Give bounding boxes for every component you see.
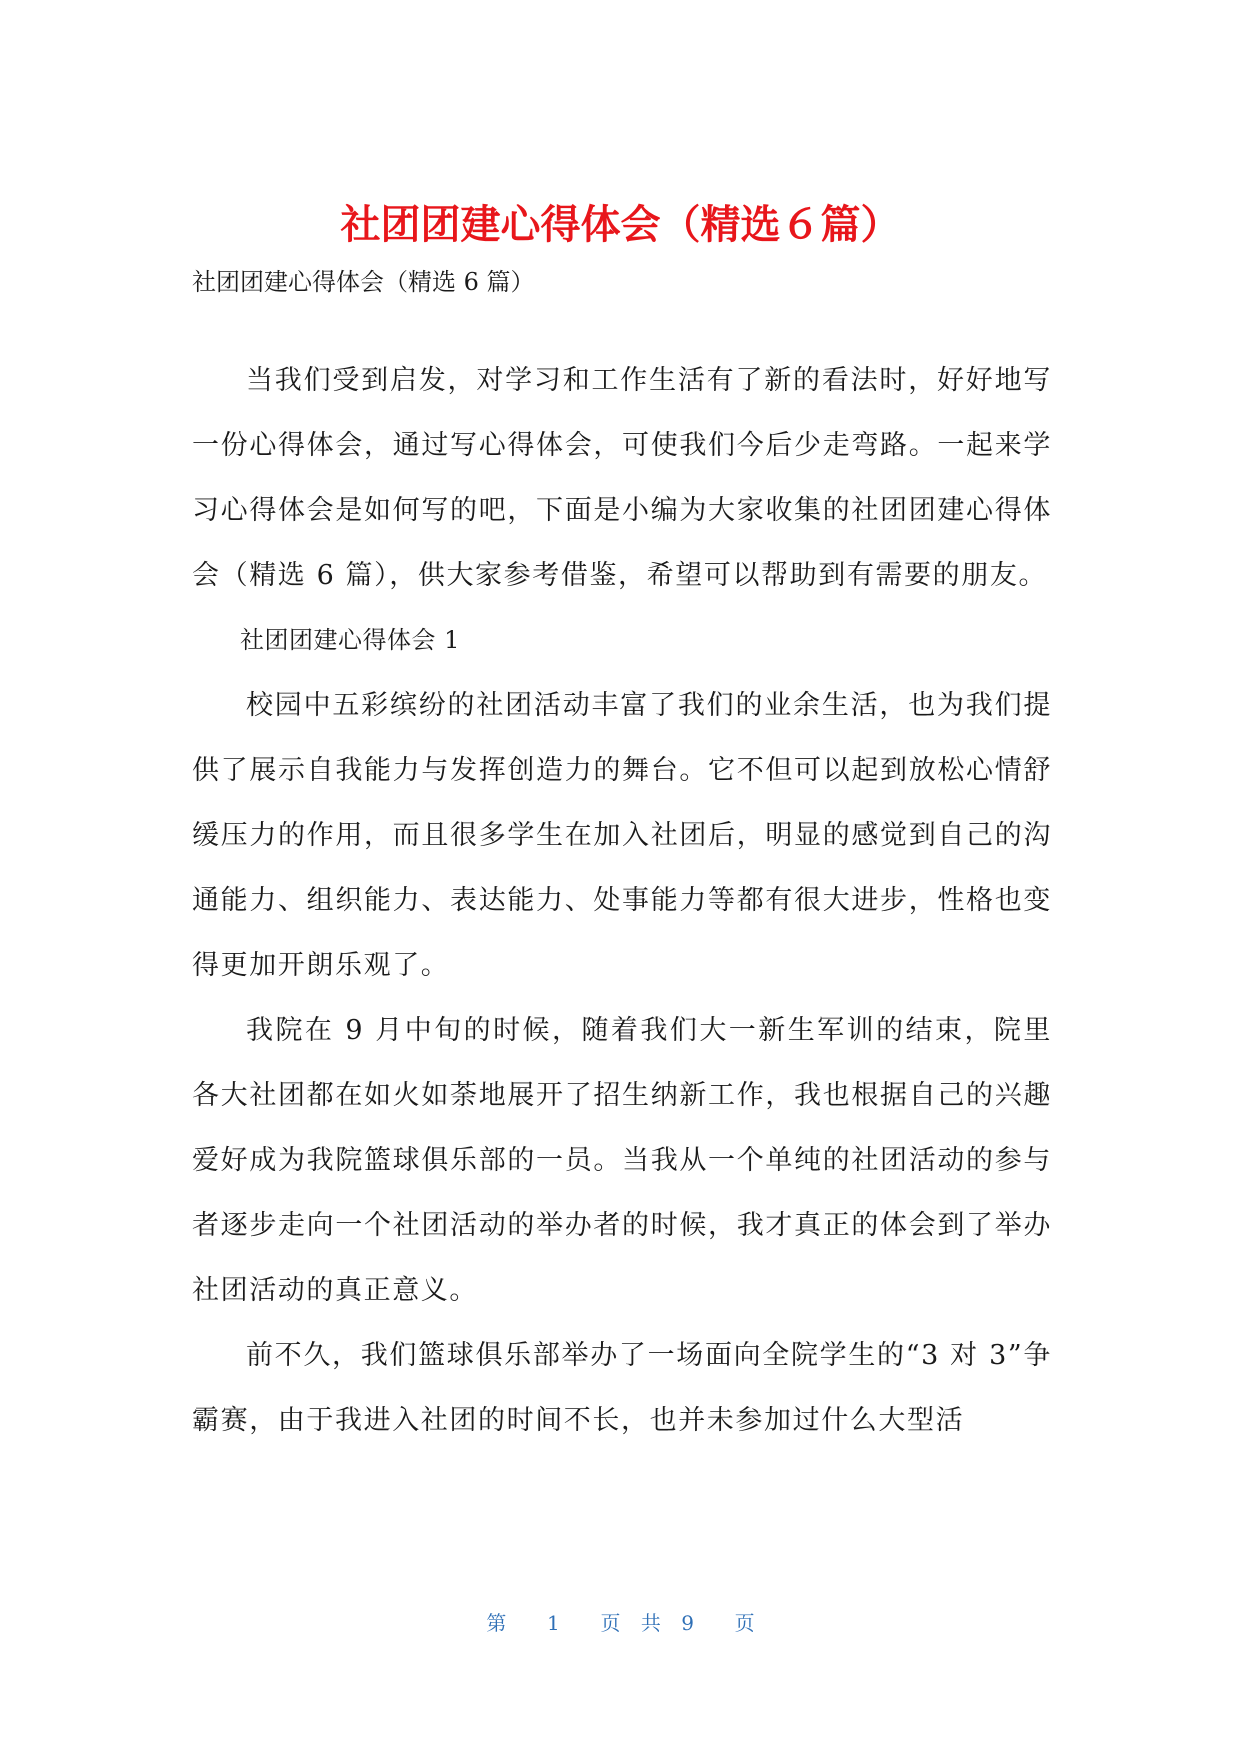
document-title: 社团团建心得体会（精选６篇）	[340, 202, 901, 248]
section-heading: 社团团建心得体会 1	[240, 626, 460, 654]
body-paragraph: 我院在 9 月中旬的时候，随着我们大一新生军训的结束，院里各大社团都在如火如荼地展开了招生纳新工作，我也根据自己的兴趣爱好成为我院篮球俱乐部的一员。当我从一个单纯的社团活动的参与者逐步走向一个社团活动的举办者的时候，我才真正的体会到了举办社团活动的真正意义。	[192, 1015, 1052, 1306]
document-subtitle: 社团团建心得体会（精选 6 篇）	[192, 268, 535, 296]
page-footer	[0, 1608, 1241, 1638]
page-number-text: 第 1 页 共 9 页	[486, 1611, 755, 1635]
body-paragraph: 校园中五彩缤纷的社团活动丰富了我们的业余生活，也为我们提供了展示自我能力与发挥创造力的舞台。它不但可以起到放松心情舒缓压力的作用，而且很多学生在加入社团后，明显的感觉到自己的沟通能力、组织能力、表达能力、处事能力等都有很大进步，性格也变得更加开朗乐观了。	[192, 690, 1052, 981]
document-body	[192, 348, 1052, 1453]
intro-paragraph: 当我们受到启发，对学习和工作生活有了新的看法时，好好地写一份心得体会，通过写心得体会，可使我们今后少走弯路。一起来学习心得体会是如何写的吧，下面是小编为大家收集的社团团建心得体会（精选 6 篇），供大家参考借鉴，希望可以帮助到有需要的朋友。	[192, 365, 1052, 591]
body-paragraph: 前不久，我们篮球俱乐部举办了一场面向全院学生的“3 对 3”争霸赛，由于我进入社团的时间不长，也并未参加过什么大型活	[192, 1340, 1052, 1436]
